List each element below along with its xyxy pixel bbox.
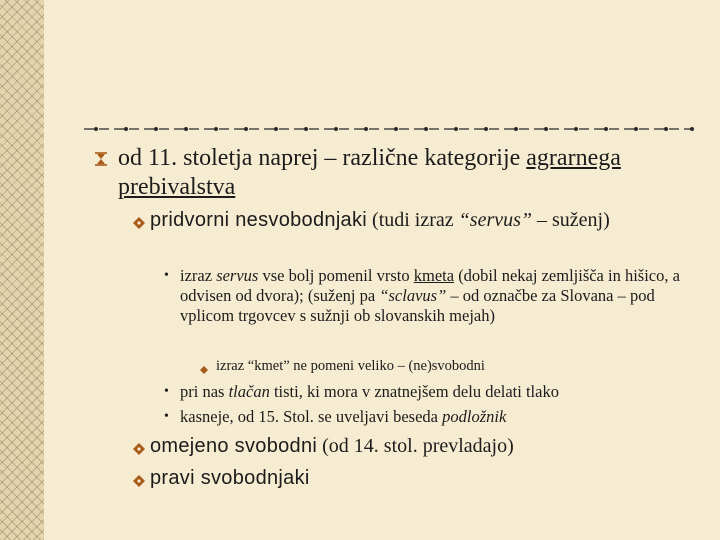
subitem-text: tisti, ki mora v znatnejšem delu delati tlako xyxy=(269,382,559,401)
subitem-italic: podložnik xyxy=(442,407,507,426)
bullet-dot: • xyxy=(164,384,169,399)
title-divider-line xyxy=(84,126,696,132)
hourglass-icon xyxy=(94,152,108,166)
list-item-pravi xyxy=(150,466,690,490)
subitem-text: izraz xyxy=(180,266,217,285)
subitem-text: vse bolj pomenil vrsto xyxy=(258,266,414,285)
subitem-italic: tlačan xyxy=(228,382,270,401)
list-item-pridvorni xyxy=(150,208,690,232)
subitem-tlacan xyxy=(180,382,680,402)
subitem-italic: servus xyxy=(216,266,259,285)
bullet-dot: • xyxy=(164,268,169,283)
slide-heading xyxy=(118,144,678,202)
item-text: (od 14. stol. prevladajo) xyxy=(317,435,514,457)
subitem-underlined: kmeta xyxy=(413,266,455,285)
item-label: pravi svobodnjaki xyxy=(150,467,310,489)
subitem-italic: “sclavus” xyxy=(379,286,447,305)
decorative-left-band xyxy=(0,0,44,540)
heading-underlined-text: agrarnega prebivalstva xyxy=(118,145,621,200)
bullet-dot: • xyxy=(164,409,169,424)
item-label: omejeno svobodni xyxy=(150,435,318,457)
subitem-servus xyxy=(180,266,680,326)
list-item-omejeno xyxy=(150,434,690,458)
small-diamond-icon xyxy=(200,361,208,369)
item-label: pridvorni nesvobodnjaki xyxy=(150,209,368,231)
heading-text: od 11. stoletja naprej – različne kategorije xyxy=(118,145,527,171)
quill-ornament-icon xyxy=(133,216,145,228)
subitem-text: – od označbe za Slovana – pod vplicom trgovcev s sužnji ob slovanskih mejah) xyxy=(180,286,655,325)
subsubitem-kmet: izraz “kmet” ne pomeni veliko – (ne)svobodni xyxy=(216,358,485,374)
subitem-text: pri nas xyxy=(180,382,229,401)
quill-ornament-icon xyxy=(133,474,145,486)
item-text: (tudi izraz xyxy=(367,209,459,231)
quill-ornament-icon xyxy=(133,442,145,454)
subitem-podloznik xyxy=(180,407,680,427)
subitem-text: kasneje, od 15. Stol. se uveljavi beseda xyxy=(180,407,443,426)
subitem-text: (dobil nekaj zemljišča in hišico, a odvisen od dvora); (suženj pa xyxy=(180,266,680,305)
item-text-end: – suženj) xyxy=(532,209,610,231)
item-italic-text: “servus” xyxy=(458,209,533,231)
